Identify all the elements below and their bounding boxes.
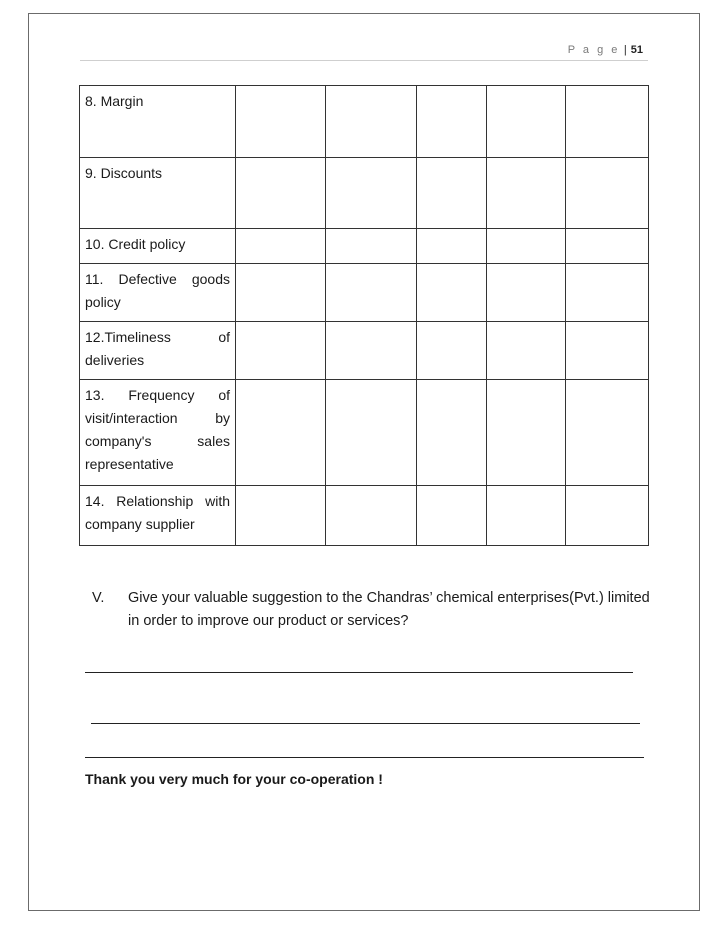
rating-cell[interactable] bbox=[417, 86, 487, 158]
rating-cell[interactable] bbox=[487, 86, 566, 158]
rating-cell[interactable] bbox=[566, 264, 649, 322]
rating-cell[interactable] bbox=[326, 86, 417, 158]
rating-cell[interactable] bbox=[236, 86, 326, 158]
rating-cell[interactable] bbox=[326, 486, 417, 546]
page-separator: | bbox=[623, 44, 627, 56]
rating-cell[interactable] bbox=[566, 380, 649, 486]
row-label: 8. Margin bbox=[80, 86, 236, 158]
row-label: 12.Timeliness of deliveries bbox=[80, 322, 236, 380]
question-number: V. bbox=[92, 590, 105, 606]
row-label: 14. Relationship with company supplier bbox=[80, 486, 236, 546]
table-row bbox=[80, 229, 649, 264]
rating-table bbox=[79, 85, 649, 546]
rating-cell[interactable] bbox=[236, 264, 326, 322]
rating-cell[interactable] bbox=[487, 229, 566, 264]
rating-cell[interactable] bbox=[417, 322, 487, 380]
row-label: 9. Discounts bbox=[80, 158, 236, 229]
rating-cell[interactable] bbox=[326, 322, 417, 380]
rating-cell[interactable] bbox=[566, 158, 649, 229]
rating-cell[interactable] bbox=[566, 322, 649, 380]
rating-cell[interactable] bbox=[417, 486, 487, 546]
page-header bbox=[568, 44, 643, 56]
answer-line[interactable] bbox=[85, 757, 644, 758]
table-row bbox=[80, 322, 649, 380]
rating-cell[interactable] bbox=[326, 158, 417, 229]
table-row bbox=[80, 86, 649, 158]
answer-line[interactable] bbox=[85, 672, 633, 673]
rating-cell[interactable] bbox=[487, 264, 566, 322]
rating-cell[interactable] bbox=[236, 229, 326, 264]
table-row bbox=[80, 486, 649, 546]
row-label: 13. Frequency of visit/interaction by company's sales representative bbox=[80, 380, 236, 486]
table-row bbox=[80, 264, 649, 322]
rating-cell[interactable] bbox=[566, 486, 649, 546]
rating-cell[interactable] bbox=[326, 380, 417, 486]
closing-message: Thank you very much for your co-operation ! bbox=[85, 771, 383, 787]
rating-cell[interactable] bbox=[236, 380, 326, 486]
rating-cell[interactable] bbox=[487, 380, 566, 486]
rating-cell[interactable] bbox=[236, 158, 326, 229]
header-rule bbox=[80, 60, 648, 61]
answer-line[interactable] bbox=[91, 723, 640, 724]
table-row bbox=[80, 158, 649, 229]
rating-cell[interactable] bbox=[566, 229, 649, 264]
rating-cell[interactable] bbox=[417, 229, 487, 264]
rating-cell[interactable] bbox=[236, 486, 326, 546]
rating-cell[interactable] bbox=[326, 264, 417, 322]
table-row bbox=[80, 380, 649, 486]
question-text: Give your valuable suggestion to the Chandras’ chemical enterprises(Pvt.) limited in order to improve our product or services? bbox=[128, 590, 650, 629]
rating-cell[interactable] bbox=[417, 158, 487, 229]
page-number: 51 bbox=[630, 44, 643, 56]
suggestion-question bbox=[92, 587, 652, 633]
rating-cell[interactable] bbox=[417, 264, 487, 322]
rating-cell[interactable] bbox=[487, 486, 566, 546]
rating-cell[interactable] bbox=[236, 322, 326, 380]
rating-cell[interactable] bbox=[487, 158, 566, 229]
row-label: 11. Defective goods policy bbox=[80, 264, 236, 322]
rating-cell[interactable] bbox=[566, 86, 649, 158]
rating-cell[interactable] bbox=[417, 380, 487, 486]
rating-cell[interactable] bbox=[487, 322, 566, 380]
row-label: 10. Credit policy bbox=[80, 229, 236, 264]
page-label: P a g e bbox=[567, 44, 620, 56]
rating-cell[interactable] bbox=[326, 229, 417, 264]
